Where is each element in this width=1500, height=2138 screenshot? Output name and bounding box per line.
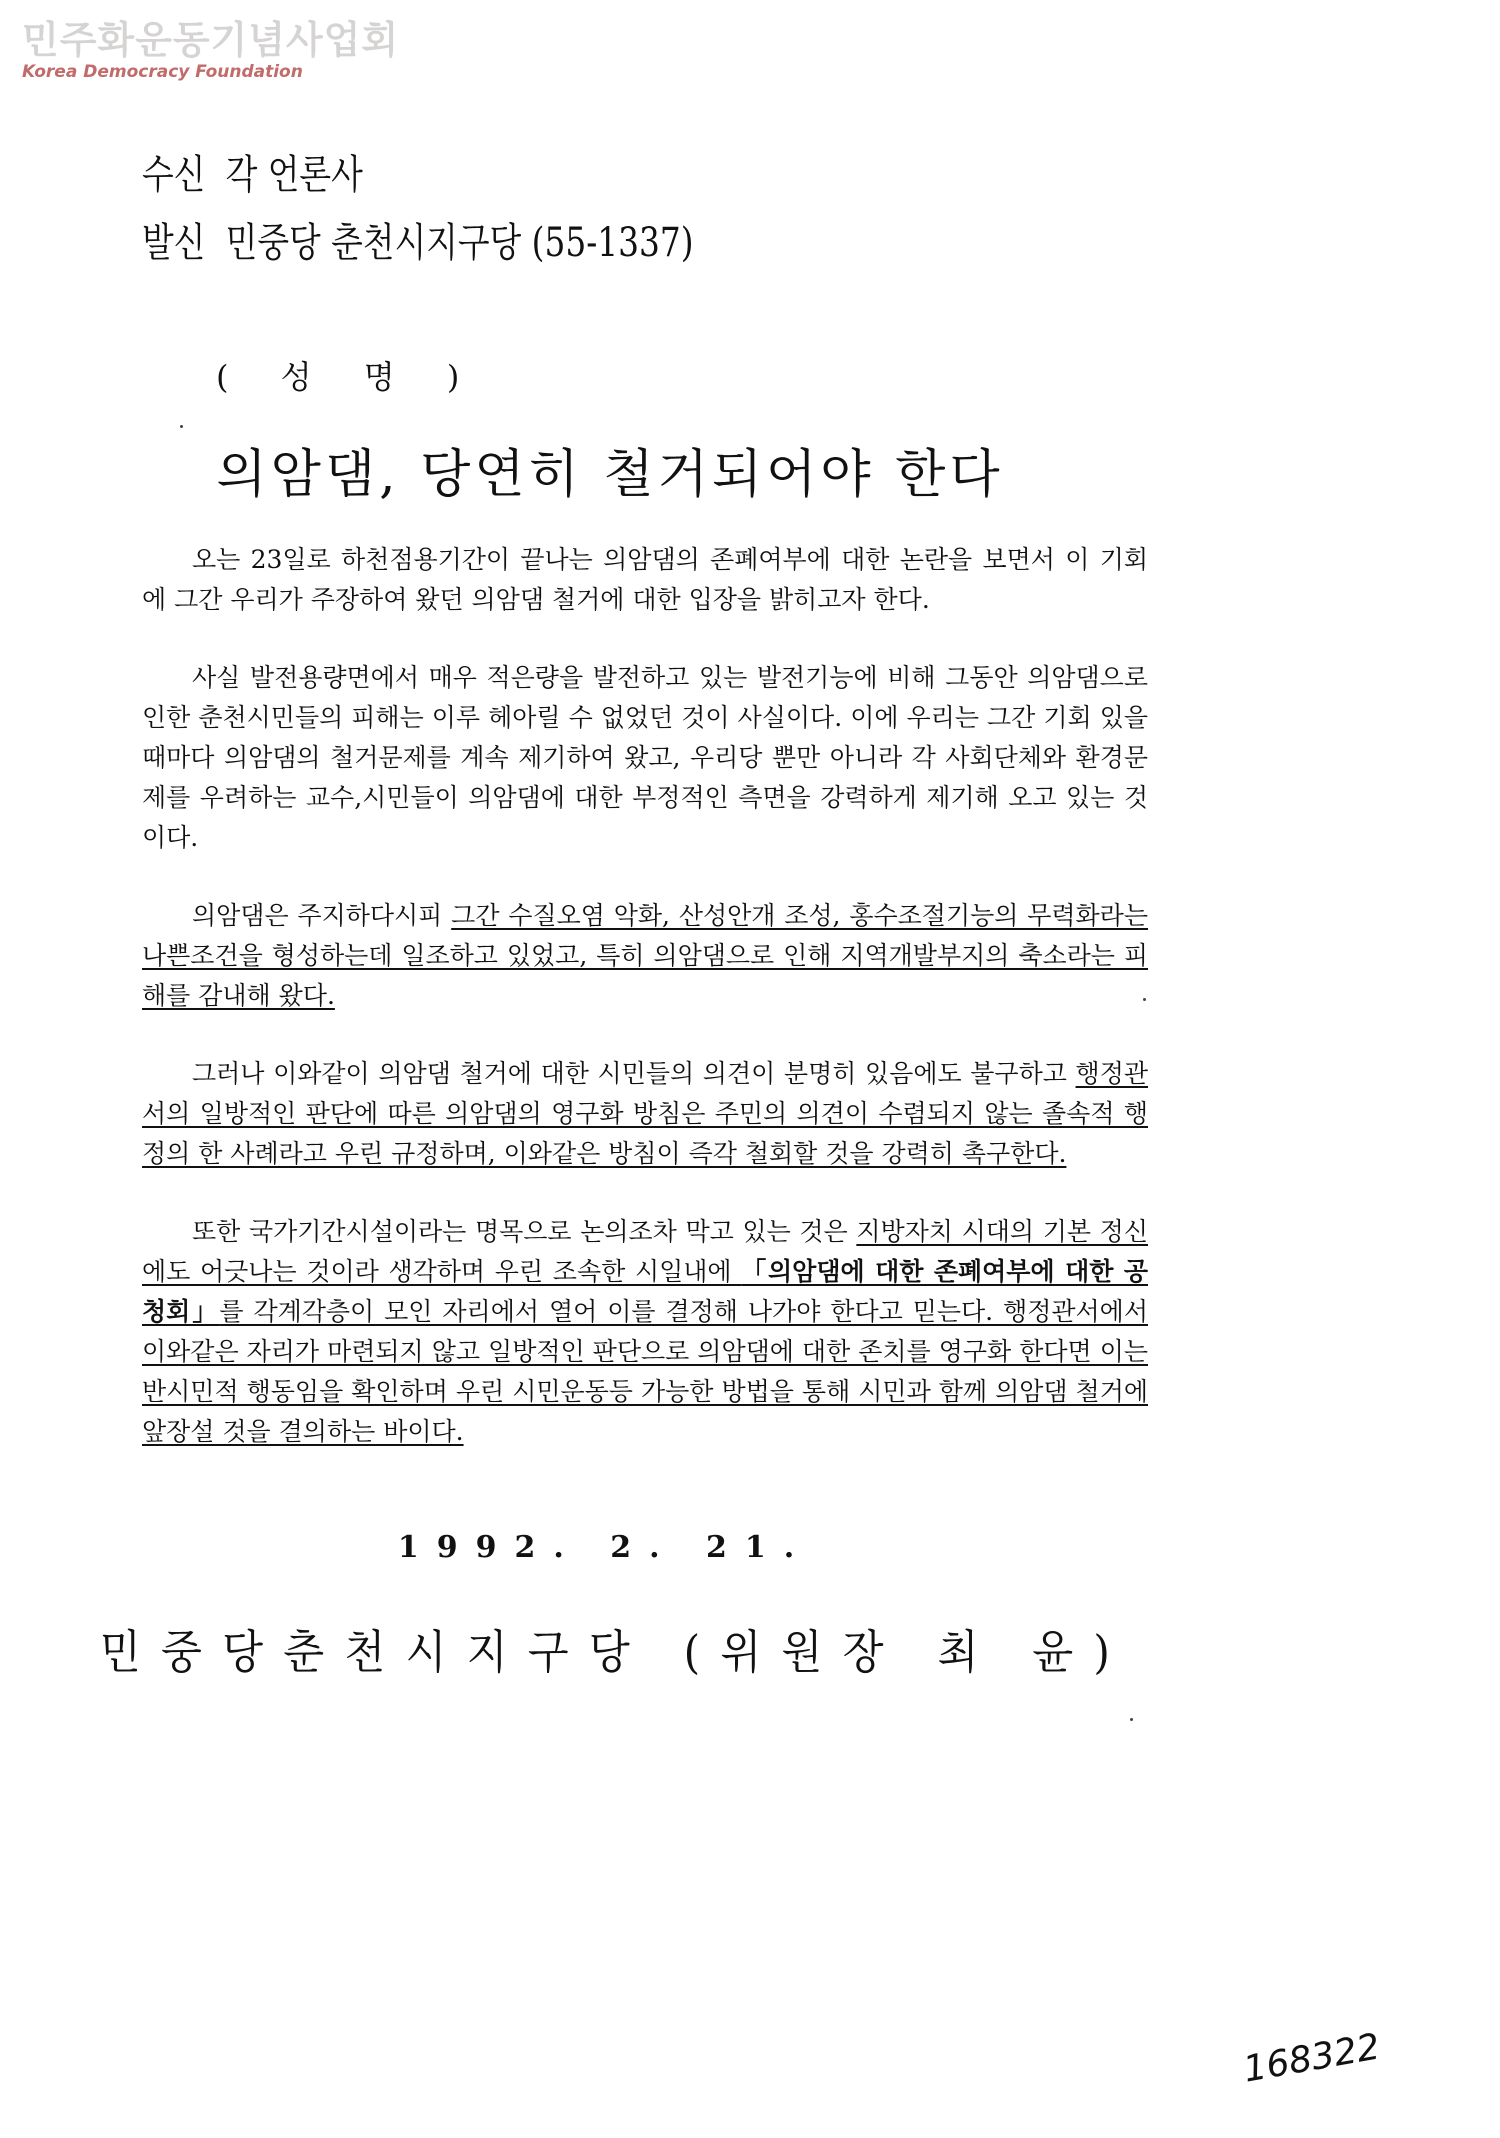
paragraph-3-text: 의암댐은 주지하다시피 [192,901,452,930]
sender-key: 발신 [142,220,206,266]
document-title: 의암댐, 당연히 철거되어야 한다 [216,445,1004,505]
signer: 민중당춘천시지구당 (위원장 최 윤) [99,1625,1131,1679]
paragraph-4 [142,1054,1148,1174]
recipient-key: 수신 [142,152,206,198]
paragraph-3-underlined: 그간 수질오염 악화, 산성안개 조성, 홍수조절기능의 무력화라는 나쁜조건을 형성하는데 일조하고 있었고, 특히 의암댐으로 인해 지역개발부지의 축소라는 피해를 감내해 왔다. [142,901,1148,1010]
paragraph-5 [142,1212,1148,1452]
paragraph-3 [142,896,1148,1016]
watermark [22,18,399,82]
document-body [142,540,1148,1490]
paragraph-5-text: 또한 국가기간시설이라는 명목으로 논의조차 막고 있는 것은 [192,1217,857,1246]
sender-value: 민중당 춘천시지구당 (55-1337) [225,220,694,266]
paragraph-5-underlined-1: 지방자치 시대의 기본 정신에도 어긋나는 것이라 생각하며 우린 조속한 시일내에 [142,1217,1148,1286]
sender-line [142,218,694,268]
document-date: 1992. 2. 21. [397,1530,813,1565]
watermark-korean: 민주화운동기념사업회 [22,18,400,62]
hearing-proposal: 「의암댐에 대한 존폐여부에 대한 공청회」 [142,1257,1148,1326]
scan-speck [1130,1718,1133,1721]
statement-label: ( 성 명 ) [216,358,462,396]
scan-speck [180,425,183,428]
paragraph-2: 사실 발전용량면에서 매우 적은량을 발전하고 있는 발전기능에 비해 그동안 의암댐으로 인한 춘천시민들의 피해는 이루 헤아릴 수 없었던 것이 사실이다. 이에 우리는 그간 기회 있을때마다 의암댐의 철거문제를 계속 제기하여 왔고, 우리당 뿐만 아니라 각 사회단체와 환경문제를 우려하는 교수,시민들이 의암댐에 대한 부정적인 측면을 강력하게 제기해 오고 있는 것이다. [142,663,1148,852]
scan-speck [1143,998,1146,1001]
recipient-value: 각 언론사 [225,152,363,198]
paragraph-5-underlined-2: 를 각계각층이 모인 자리에서 열어 이를 결정해 나가야 한다고 믿는다. 행정관서에서 이와같은 자리가 마련되지 않고 일방적인 판단으로 의암댐에 대한 존치를 영구화 한다면 이는 반시민적 행동임을 확인하며 우린 시민운동등 가능한 방법을 통해 시민과 함께 의암댐 철거에 앞장설 것을 결의하는 바이다. [142,1297,1148,1446]
paragraph-4-text: 그러나 이와같이 의암댐 철거에 대한 시민들의 의견이 분명히 있음에도 불구하고 [192,1059,1076,1088]
recipient-line [142,150,363,200]
paragraph-4-underlined: 행정관서의 일방적인 판단에 따른 의암댐의 영구화 방침은 주민의 의견이 수렴되지 않는 졸속적 행정의 한 사례라고 우린 규정하며, 이와같은 방침이 즉각 철회할 것을 강력히 촉구한다. [142,1059,1148,1168]
paragraph-1: 오는 23일로 하천점용기간이 끝나는 의암댐의 존폐여부에 대한 논란을 보면서 이 기회에 그간 우리가 주장하여 왔던 의암댐 철거에 대한 입장을 밝히고자 한다. [142,545,1148,614]
handwritten-number: 168322 [1240,2026,1383,2091]
watermark-english: Korea Democracy Foundation [22,62,303,82]
